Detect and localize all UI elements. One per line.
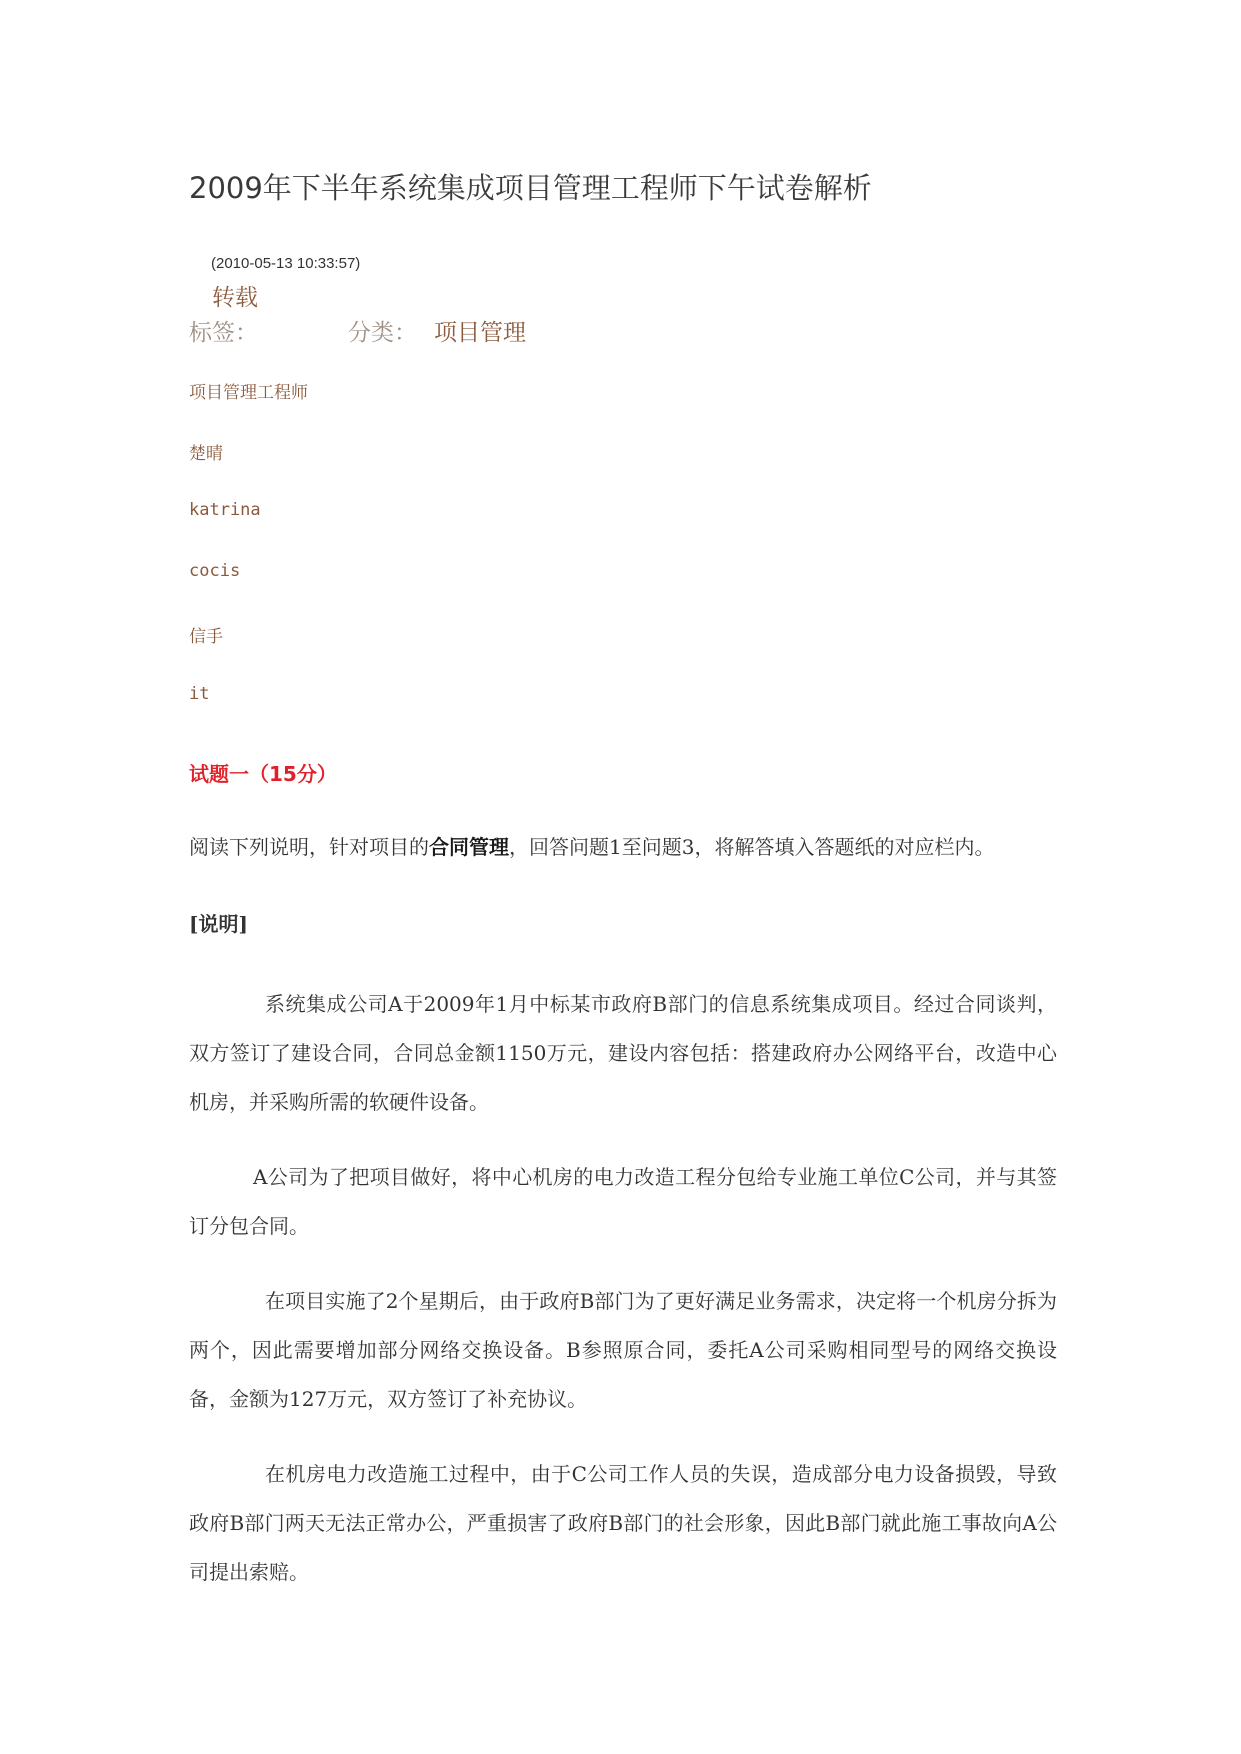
tag-link[interactable]: katrina xyxy=(189,500,261,520)
tag-link[interactable]: cocis xyxy=(189,561,241,581)
repost-link[interactable]: 转载 xyxy=(212,285,258,311)
tag-link[interactable]: 信手 xyxy=(189,627,223,647)
intro-text-before: 阅读下列说明，针对项目的 xyxy=(189,835,429,859)
tag-link[interactable]: 项目管理工程师 xyxy=(189,383,308,403)
category-link[interactable]: 项目管理 xyxy=(434,320,526,346)
tags-label: 标签： xyxy=(189,320,258,346)
body-paragraph: 系统集成公司A于2009年1月中标某市政府B部门的信息系统集成项目。经过合同谈判，双方签订了建设合同，合同总金额1150万元，建设内容包括：搭建政府办公网络平台，改造中心机房，并采购所需的软硬件设备。 xyxy=(189,992,1057,1114)
explain-heading: [说明] xyxy=(189,912,248,936)
category-label: 分类： xyxy=(348,320,417,346)
article-date: (2010-05-13 10:33:57) xyxy=(211,255,361,272)
article-title: 2009年下半年系统集成项目管理工程师下午试卷解析 xyxy=(189,171,872,205)
intro-text-after: ，回答问题1至问题3，将解答填入答题纸的对应栏内。 xyxy=(509,835,995,859)
question-intro xyxy=(189,823,1057,872)
intro-text-bold: 合同管理 xyxy=(429,835,509,859)
question-title: 试题一（15分） xyxy=(189,762,337,786)
tag-link[interactable]: 楚晴 xyxy=(189,444,223,464)
body-paragraph: 在机房电力改造施工过程中，由于C公司工作人员的失误，造成部分电力设备损毁，导致政府B部门两天无法正常办公，严重损害了政府B部门的社会形象，因此B部门就此施工事故向A公司提出索赔。 xyxy=(189,1462,1057,1584)
body-paragraph: 在项目实施了2个星期后，由于政府B部门为了更好满足业务需求，决定将一个机房分拆为两个，因此需要增加部分网络交换设备。B参照原合同，委托A公司采购相同型号的网络交换设备，金额为127万元，双方签订了补充协议。 xyxy=(189,1289,1057,1411)
tag-link[interactable]: it xyxy=(189,684,210,704)
body-paragraph: A公司为了把项目做好，将中心机房的电力改造工程分包给专业施工单位C公司，并与其签订分包合同。 xyxy=(189,1165,1057,1238)
